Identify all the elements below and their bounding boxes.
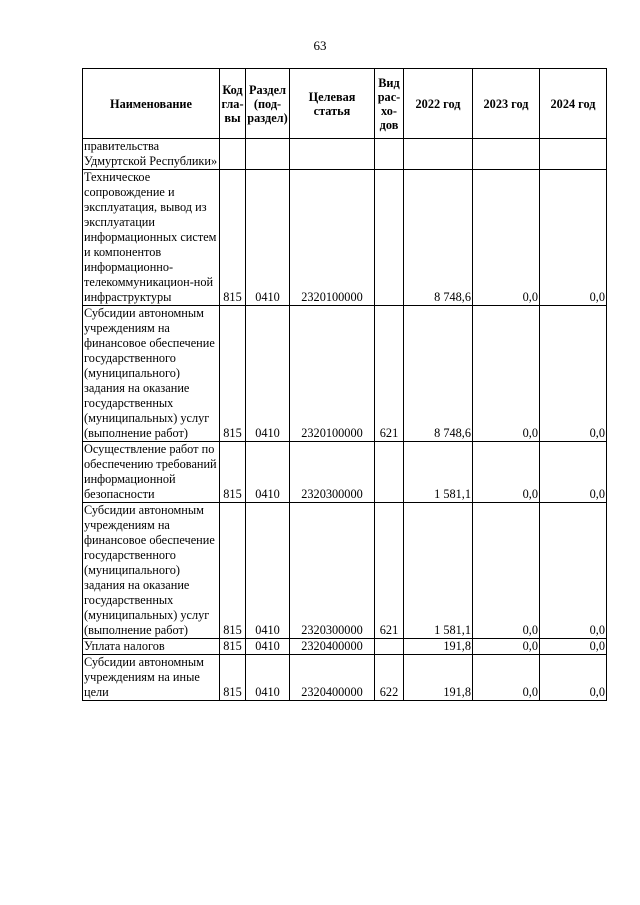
row-2024: 0,0 (540, 442, 607, 503)
row-section: 0410 (246, 655, 290, 701)
header-2024: 2024 год (540, 69, 607, 139)
header-type: Вид рас-хо-дов (375, 69, 404, 139)
row-name: Субсидии автономным учреждениям на финансовое обеспечение государственного (муниципального) задания на оказание государственных (муниципальных) услуг (выполнение работ) (83, 503, 220, 639)
row-code: 815 (220, 503, 246, 639)
row-type: 621 (375, 306, 404, 442)
row-code: 815 (220, 639, 246, 655)
table-row (83, 306, 607, 442)
header-2022: 2022 год (404, 69, 473, 139)
row-type (375, 639, 404, 655)
row-2022: 1 581,1 (404, 442, 473, 503)
row-2022: 1 581,1 (404, 503, 473, 639)
row-target: 2320300000 (290, 503, 375, 639)
row-type: 622 (375, 655, 404, 701)
table-row (83, 503, 607, 639)
row-2024: 0,0 (540, 170, 607, 306)
row-section: 0410 (246, 639, 290, 655)
row-2023: 0,0 (473, 306, 540, 442)
row-section: 0410 (246, 306, 290, 442)
row-code (220, 139, 246, 170)
row-2023: 0,0 (473, 170, 540, 306)
row-2022: 8 748,6 (404, 170, 473, 306)
row-2022: 191,8 (404, 655, 473, 701)
row-2024: 0,0 (540, 306, 607, 442)
row-target: 2320100000 (290, 170, 375, 306)
row-target (290, 139, 375, 170)
header-code: Код гла-вы (220, 69, 246, 139)
row-name: Осуществление работ по обеспечению требований информационной безопасности (83, 442, 220, 503)
header-2023: 2023 год (473, 69, 540, 139)
header-section: Раздел (под-раздел) (246, 69, 290, 139)
table-row (83, 170, 607, 306)
row-target: 2320100000 (290, 306, 375, 442)
row-2023: 0,0 (473, 503, 540, 639)
row-2023: 0,0 (473, 655, 540, 701)
row-name: Субсидии автономным учреждениям на финансовое обеспечение государственного (муниципального) задания на оказание государственных (муниципальных) услуг (выполнение работ) (83, 306, 220, 442)
row-2024: 0,0 (540, 655, 607, 701)
row-name: Уплата налогов (83, 639, 220, 655)
row-type (375, 139, 404, 170)
table-row (83, 639, 607, 655)
row-2022: 191,8 (404, 639, 473, 655)
row-type (375, 170, 404, 306)
row-type (375, 442, 404, 503)
table-row (83, 139, 607, 170)
row-type: 621 (375, 503, 404, 639)
table-header-row (83, 69, 607, 139)
row-2023: 0,0 (473, 639, 540, 655)
header-name: Наименование (83, 69, 220, 139)
row-target: 2320300000 (290, 442, 375, 503)
row-section: 0410 (246, 503, 290, 639)
row-section: 0410 (246, 442, 290, 503)
header-target: Целевая статья (290, 69, 375, 139)
page-number: 63 (313, 38, 327, 53)
row-code: 815 (220, 655, 246, 701)
row-code: 815 (220, 170, 246, 306)
row-2024: 0,0 (540, 503, 607, 639)
row-code: 815 (220, 306, 246, 442)
row-name: Техническое сопровождение и эксплуатация, вывод из эксплуатации информационных систем и компонентов информационно-телекоммуникацион-ной инфраструктуры (83, 170, 220, 306)
budget-table (82, 68, 607, 701)
row-2023: 0,0 (473, 442, 540, 503)
row-2022: 8 748,6 (404, 306, 473, 442)
row-2024: 0,0 (540, 639, 607, 655)
row-name: правительства Удмуртской Республики» (83, 139, 220, 170)
row-2022 (404, 139, 473, 170)
row-section (246, 139, 290, 170)
row-target: 2320400000 (290, 639, 375, 655)
table-row (83, 655, 607, 701)
row-2024 (540, 139, 607, 170)
table-row (83, 442, 607, 503)
row-target: 2320400000 (290, 655, 375, 701)
row-code: 815 (220, 442, 246, 503)
row-name: Субсидии автономным учреждениям на иные цели (83, 655, 220, 701)
row-section: 0410 (246, 170, 290, 306)
row-2023 (473, 139, 540, 170)
